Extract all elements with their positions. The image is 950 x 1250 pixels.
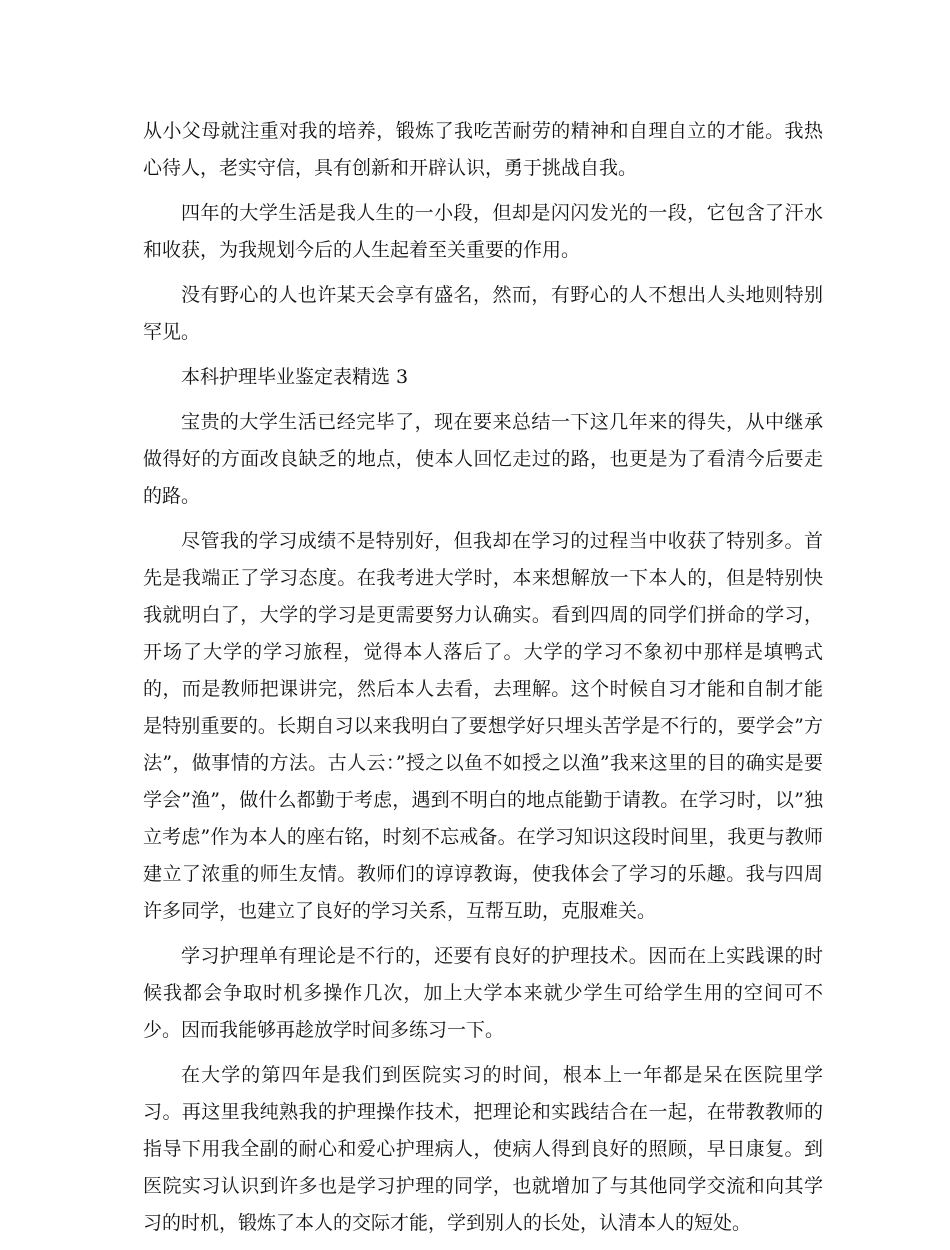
paragraph: 四年的大学生活是我人生的一小段，但却是闪闪发光的一段，它包含了汗水和收获，为我规划今后的人生起着至关重要的作用。 bbox=[143, 202, 823, 261]
paragraph: 学习护理单有理论是不行的，还要有良好的护理技术。因而在上实践课的时候我都会争取时机多操作几次，加上大学本来就少学生可给学生用的空间可不少。因而我能够再趁放学时间多练习一下。 bbox=[143, 945, 823, 1041]
paragraph: 没有野心的人也许某天会享有盛名，然而，有野心的人不想出人头地则特别罕见。 bbox=[143, 284, 823, 343]
paragraph: 在大学的第四年是我们到医院实习的时间，根本上一年都是呆在医院里学习。再这里我纯熟我的护理操作技术，把理论和实践结合在一起，在带教教师的指导下用我全副的耐心和爱心护理病人，使病人得到良好的照顾，早日康复。到医院实习认识到许多也是学习护理的同学，也就增加了与其他同学交流和向其学习的时机，锻炼了本人的交际才能，学到别人的长处，认清本人的短处。 bbox=[143, 1064, 823, 1234]
paragraph: 尽管我的学习成绩不是特别好，但我却在学习的过程当中收获了特别多。首先是我端正了学习态度。在我考进大学时，本来想解放一下本人的，但是特别快我就明白了，大学的学习是更需要努力认确实。看到四周的同学们拼命的学习，开场了大学的学习旅程，觉得本人落后了。大学的学习不象初中那样是填鸭式的，而是教师把课讲完，然后本人去看，去理解。这个时候自习才能和自制才能是特别重要的。长期自习以来我明白了要想学好只埋头苦学是不行的，要学会”方法”，做事情的方法。古人云：”授之以鱼不如授之以渔”我来这里的目的确实是要学会”渔”，做什么都勤于考虑，遇到不明白的地点能勤于请教。在学习时，以”独立考虑”作为本人的座右铭，时刻不忘戒备。在学习知识这段时间里，我更与教师建立了浓重的师生友情。教师们的谆谆教诲，使我体会了学习的乐趣。我与四周许多同学，也建立了良好的学习关系，互帮互助，克服难关。 bbox=[143, 530, 823, 922]
paragraph-continuation: 从小父母就注重对我的培养，锻炼了我吃苦耐劳的精神和自理自立的才能。我热心待人，老实守信，具有创新和开辟认识，勇于挑战自我。 bbox=[143, 120, 823, 179]
paragraph: 宝贵的大学生活已经完毕了，现在要来总结一下这几年来的得失，从中继承做得好的方面改良缺乏的地点，使本人回忆走过的路，也更是为了看清今后要走的路。 bbox=[143, 411, 823, 507]
document-body bbox=[143, 113, 823, 1250]
section-heading: 本科护理毕业鉴定表精选 3 bbox=[181, 366, 409, 388]
